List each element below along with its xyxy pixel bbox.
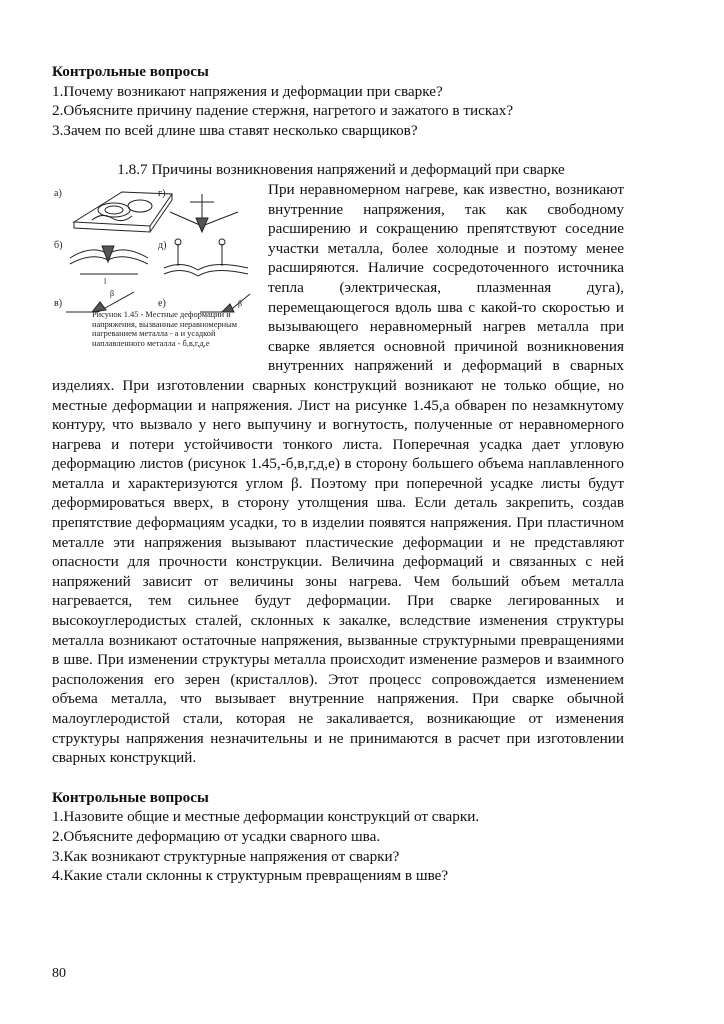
document-page	[52, 62, 624, 886]
svg-text:β: β	[238, 298, 243, 308]
label-b: б)	[54, 239, 63, 251]
section-heading: Контрольные вопросы	[52, 63, 209, 80]
label-d: д)	[158, 239, 167, 251]
figure-caption: Рисунок 1.45 - Местные деформации и напряжения, вызванные неравномерным нагреванием металла - а и усадкой наплавленного металла - б,в,г,д,е	[92, 309, 238, 348]
question-item: 2.Объясните деформацию от усадки сварного шва.	[52, 827, 381, 845]
section-heading: Контрольные вопросы	[52, 788, 209, 806]
figure-1-45	[52, 182, 258, 358]
question-item: 1.Почему возникают напряжения и деформации при сварке?	[52, 82, 443, 100]
subsection-title: 1.8.7 Причины возникновения напряжений и деформаций при сварке	[117, 161, 565, 179]
svg-text:l: l	[104, 276, 107, 286]
question-item: 3.Как возникают структурные напряжения от сварки?	[52, 847, 400, 865]
question-item: 3.Зачем по всей длине шва ставят несколько сварщиков?	[52, 121, 418, 139]
label-a: а)	[54, 187, 62, 199]
control-questions-1	[52, 62, 624, 140]
label-g: г)	[158, 187, 166, 199]
control-questions-2	[52, 788, 624, 886]
svg-text:β: β	[110, 288, 115, 298]
label-v: в)	[54, 297, 63, 309]
question-item: 1.Назовите общие и местные деформации конструкций от сварки.	[52, 808, 480, 826]
label-e: е)	[158, 297, 166, 309]
body-paragraph: При неравномерном нагреве, как известно, возникают внутренние напряжения, так как свободному расширению и сокращению препятствуют соседние участки металла, более холодные и поэтому менее расширяются. Наличие сосредоточенного источника тепла (электрическая, плазменная дуга), перемещающегося вдоль шва с какой-то скоростью и вызывающего неравномерный нагрев металла при сварке является основной причиной возникновения внутренних напряжений и деформаций в сварных изделиях. При изготовлении сварных конструкций возникают не только общие, но местные деформации и напряжения. Лист на рисунке 1.45,а обварен по незамкнутому контуру, что вызвало у него выпучину и вогнутость, полученные от неравномерного нагрева и потери устойчивости тонкого листа. Поперечная усадка дает угловую деформацию листов (рисунок 1.45,-б,в,г,д,е) в сторону большего объема наплавленного металла и характеризуются углом β. Поэтому при поперечной усадке листы будут деформироваться вверх, в сторону утолщения шва. Если деталь закрепить, создав препятствие деформациям усадки, то в изделии появятся напряжения. При пластичном металле эти напряжения вызывают пластические деформации и не представляют опасности для прочности конструкции. Величина деформаций и связанных с ней напряжений зависит от величины зоны нагрева. Чем больший объем металла нагревается, тем сильнее будут деформации. При сварке легированных и высокоуглеродистых сталей, склонных к закалке, вследствие изменения структуры металла возникают остаточные напряжения, вызванные структурными превращениями в шве. При изменении структуры металла происходит изменение размеров и взаимного расположения его зерен (кристаллов). Этот процесс сопровождается изменением объема металла, что вызывает внутренние напряжения. При сварке обычной малоуглеродистой стали, которая не закаливается, возникающие от изменения структуры напряжения незначительны и не принимаются в расчет при изготовлении сварных конструкций.	[52, 180, 624, 767]
page-number: 80	[52, 966, 66, 981]
question-item: 2.Объясните причину падение стержня, нагретого и зажатого в тисках?	[52, 102, 514, 120]
question-item: 4.Какие стали склонны к структурным превращениям в шве?	[52, 867, 449, 885]
